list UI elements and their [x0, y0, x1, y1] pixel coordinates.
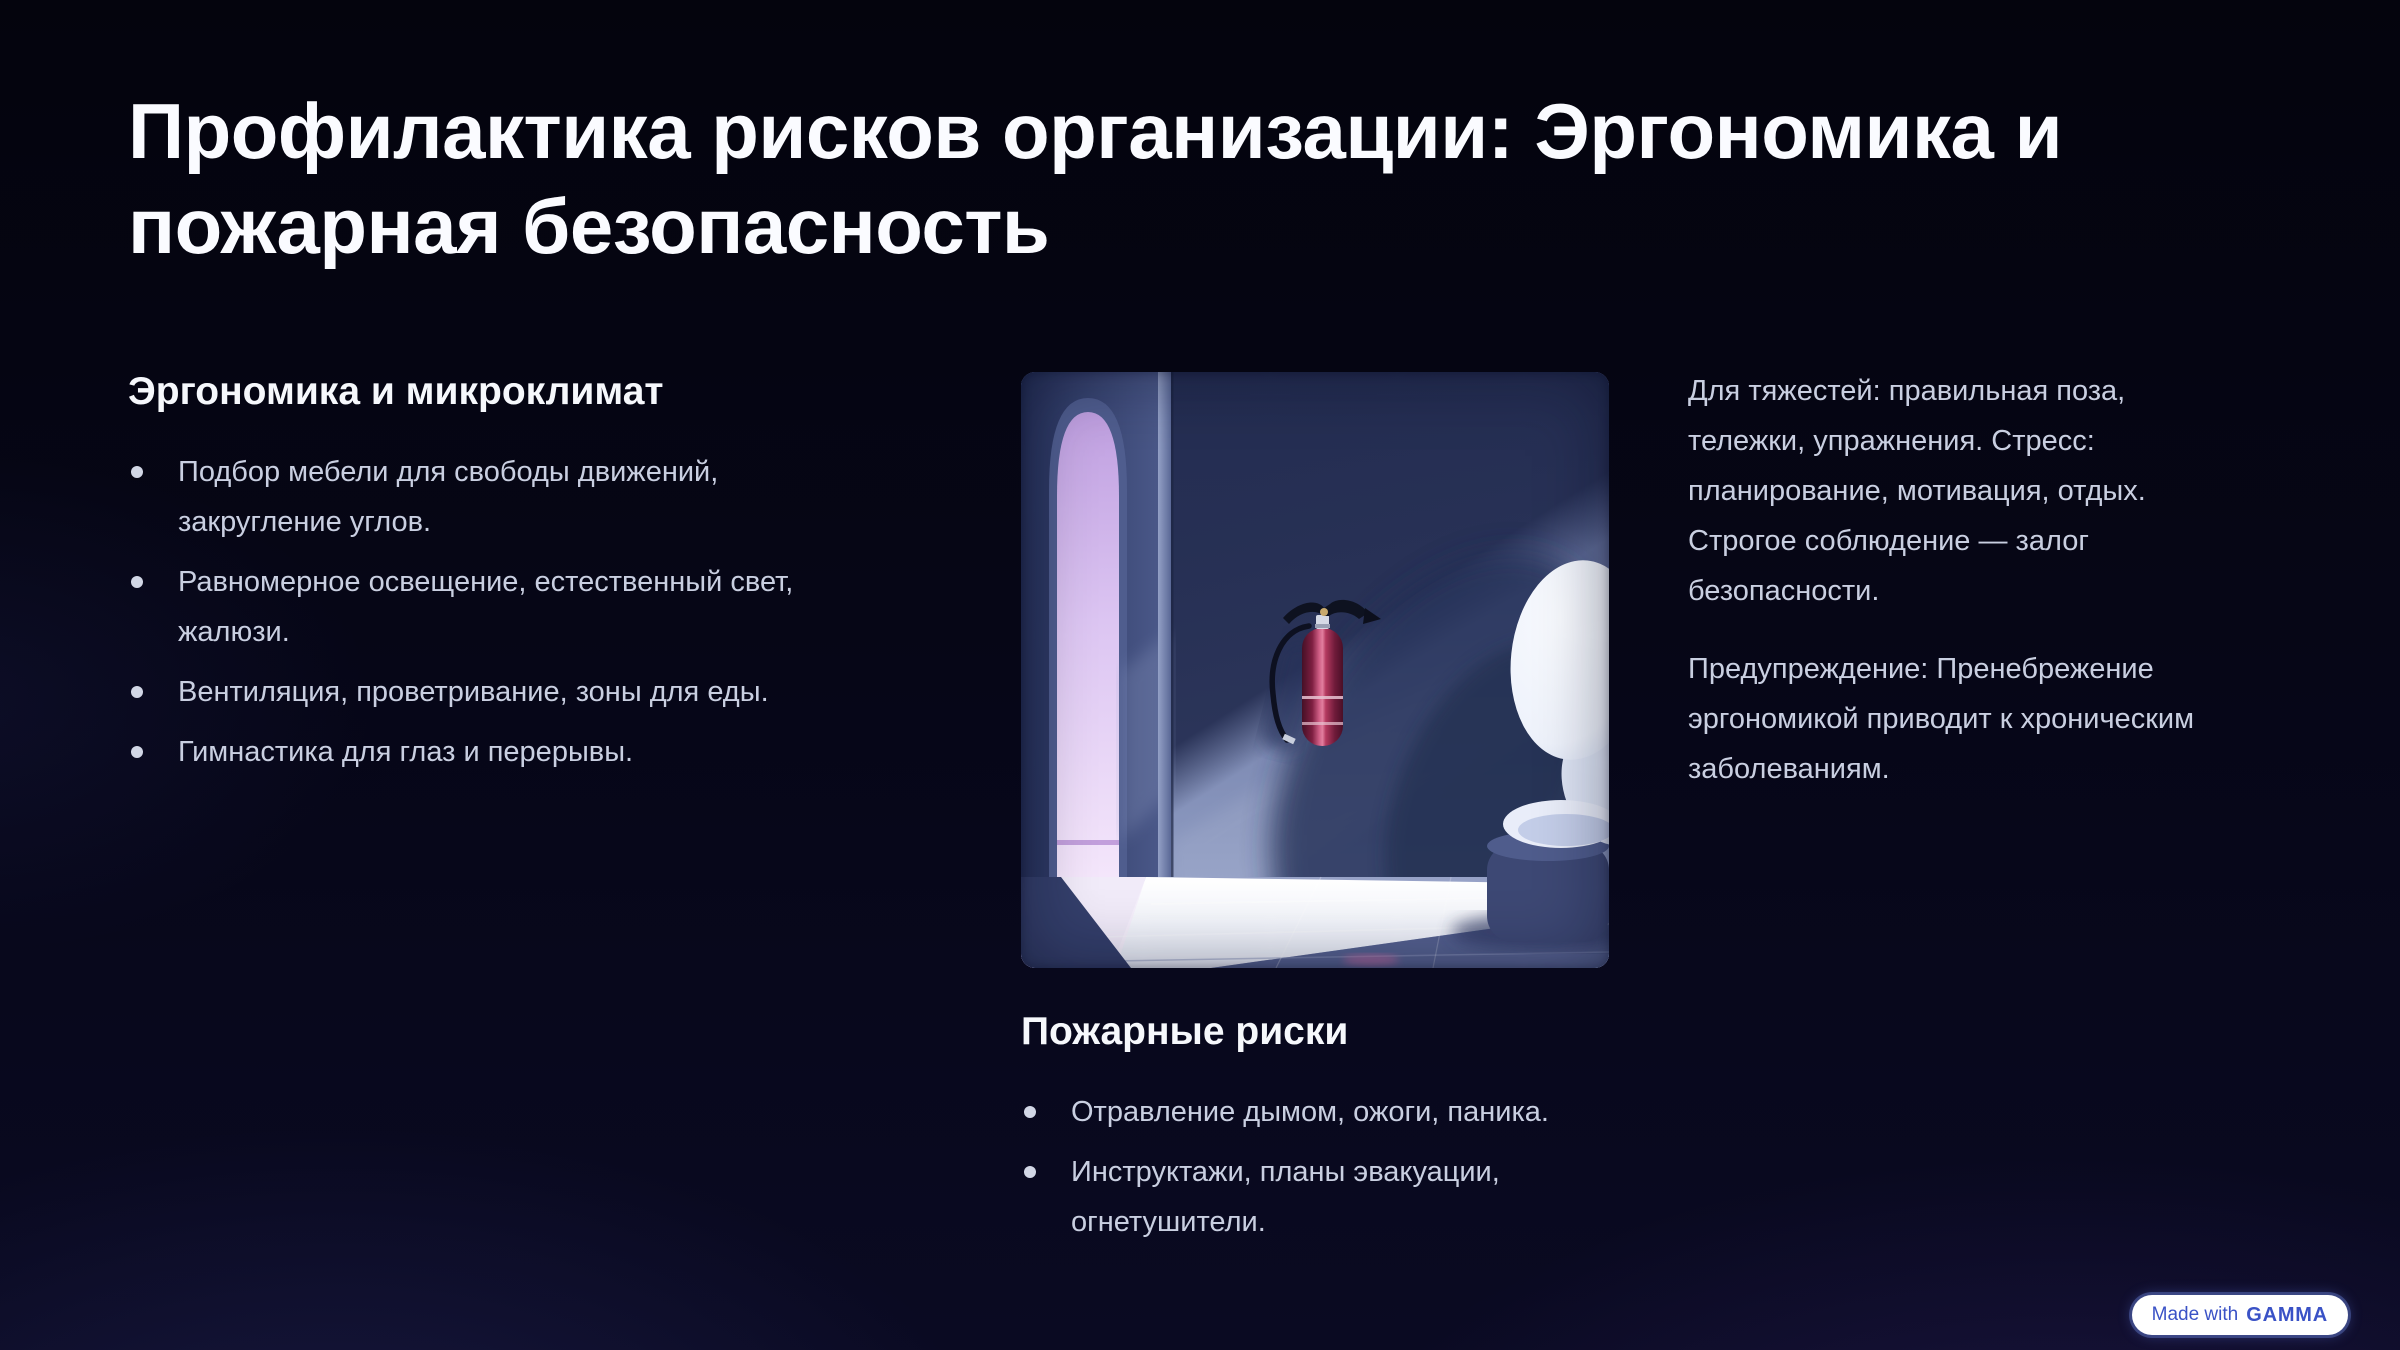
wall-seam — [1158, 372, 1171, 877]
arch-opening — [1057, 412, 1119, 877]
page-title: Профилактика рисков организации: Эргономика и пожарная безопасность — [128, 87, 2063, 271]
pin — [1320, 608, 1328, 616]
bullet-icon — [131, 686, 143, 698]
fire-risks-list — [1021, 1087, 1609, 1247]
list-item — [128, 557, 798, 657]
bullet-icon — [1024, 1166, 1036, 1178]
section-notes — [1688, 366, 2233, 822]
section-ergonomics — [128, 366, 798, 787]
made-with-gamma-badge[interactable] — [2132, 1295, 2348, 1335]
bullet-icon — [1024, 1106, 1036, 1118]
fire-extinguisher-illustration — [1021, 372, 1609, 968]
ergonomics-list — [128, 447, 798, 777]
arch-baseboard — [1057, 840, 1119, 845]
list-item — [1021, 1147, 1609, 1247]
bullet-icon — [131, 466, 143, 478]
list-item — [128, 447, 798, 547]
notes-paragraph: Для тяжестей: правильная поза, тележки, упражнения. Стресс: планирование, мотивация, отдых. Строгое соблюдение — залог безопасности. — [1688, 375, 2146, 607]
list-item — [1021, 1087, 1609, 1137]
bullet-icon — [131, 746, 143, 758]
gamma-logo: GAMMA — [2246, 1303, 2328, 1326]
section-ergonomics-heading: Эргономика и микроклимат — [128, 370, 664, 413]
valve-ring — [1315, 624, 1330, 628]
list-item-text: Инструктажи, планы эвакуации, огнетушители. — [1071, 1156, 1500, 1239]
list-item-text: Равномерное освещение, естественный свет, жалюзи. — [178, 566, 794, 649]
list-item-text: Гимнастика для глаз и перерывы. — [178, 736, 634, 769]
fire-extinguisher-image — [1021, 372, 1609, 968]
list-item — [128, 727, 798, 777]
seam-line — [1171, 372, 1174, 877]
badge-prefix-label: Made with — [2151, 1304, 2239, 1325]
list-item — [128, 667, 798, 717]
band — [1302, 696, 1343, 699]
bullet-icon — [131, 576, 143, 588]
list-item-text: Отравление дымом, ожоги, паника. — [1071, 1096, 1549, 1129]
section-fire-heading: Пожарные риски — [1021, 1010, 1349, 1053]
list-item-text: Вентиляция, проветривание, зоны для еды. — [178, 676, 769, 709]
extinguisher-body — [1302, 628, 1343, 746]
reflection — [1343, 954, 1399, 966]
warning-paragraph: Предупреждение: Пренебрежение эргономикой приводит к хроническим заболеваниям. — [1688, 653, 2195, 785]
section-fire-risks — [1021, 366, 1609, 1257]
band — [1302, 722, 1343, 725]
list-item-text: Подбор мебели для свободы движений, закругление углов. — [178, 456, 719, 539]
